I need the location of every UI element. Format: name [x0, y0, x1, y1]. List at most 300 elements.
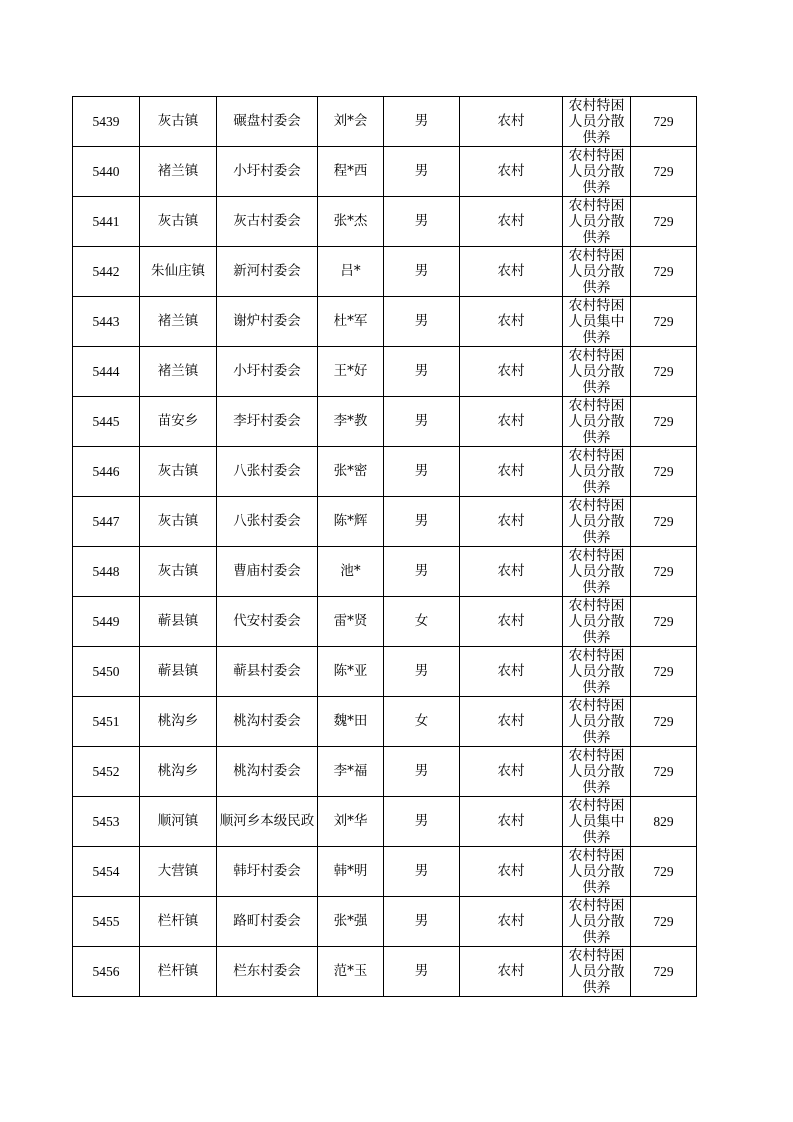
- area-cell: [460, 97, 563, 147]
- amount-cell: [631, 647, 697, 697]
- gender-cell-text: 女: [414, 613, 429, 629]
- support-type-cell: [563, 447, 631, 497]
- row-id-cell-text: 5444: [92, 364, 120, 379]
- person-name-cell: [318, 347, 384, 397]
- row-id-cell: [73, 697, 140, 747]
- amount-cell-text: 729: [653, 514, 674, 529]
- area-cell: [460, 647, 563, 697]
- village-cell: [217, 697, 318, 747]
- town-cell-text: 灰古镇: [157, 213, 199, 229]
- amount-cell-text: 729: [653, 314, 674, 329]
- town-cell-text: 桃沟乡: [157, 713, 199, 729]
- row-id-cell-text: 5454: [92, 864, 120, 879]
- area-cell-text: 农村: [497, 463, 525, 479]
- town-cell-text: 灰古镇: [157, 113, 199, 129]
- amount-cell-text: 729: [653, 764, 674, 779]
- row-id-cell: [73, 847, 140, 897]
- table-row: [73, 447, 697, 497]
- row-id-cell-text: 5448: [92, 564, 120, 579]
- person-name-cell-text: 韩*明: [333, 863, 368, 879]
- gender-cell: [384, 847, 460, 897]
- area-cell-text: 农村: [497, 513, 525, 529]
- table-row: [73, 247, 697, 297]
- amount-cell: [631, 797, 697, 847]
- table-row: [73, 147, 697, 197]
- row-id-cell: [73, 647, 140, 697]
- table-row: [73, 347, 697, 397]
- support-type-cell-text: 农村特困人员分散供养: [568, 948, 625, 996]
- gender-cell-text: 男: [414, 863, 429, 879]
- area-cell: [460, 747, 563, 797]
- person-name-cell-text: 魏*田: [333, 713, 368, 729]
- village-cell-text: 李圩村委会: [233, 413, 301, 429]
- amount-cell: [631, 97, 697, 147]
- town-cell: [140, 497, 217, 547]
- amount-cell: [631, 897, 697, 947]
- table-row: [73, 647, 697, 697]
- gender-cell-text: 男: [414, 513, 429, 529]
- town-cell-text: 褚兰镇: [157, 363, 199, 379]
- village-cell: [217, 397, 318, 447]
- support-type-cell-text: 农村特困人员分散供养: [568, 748, 625, 796]
- person-name-cell-text: 刘*会: [333, 113, 368, 129]
- village-cell-text: 小圩村委会: [233, 163, 301, 179]
- village-cell-text: 小圩村委会: [233, 363, 301, 379]
- gender-cell-text: 男: [414, 363, 429, 379]
- area-cell: [460, 597, 563, 647]
- gender-cell: [384, 797, 460, 847]
- amount-cell: [631, 497, 697, 547]
- town-cell-text: 蕲县镇: [157, 663, 199, 679]
- gender-cell-text: 男: [414, 213, 429, 229]
- village-cell: [217, 247, 318, 297]
- area-cell: [460, 897, 563, 947]
- person-name-cell: [318, 497, 384, 547]
- person-name-cell-text: 陈*辉: [333, 513, 368, 529]
- support-type-cell: [563, 147, 631, 197]
- amount-cell-text: 729: [653, 864, 674, 879]
- amount-cell: [631, 747, 697, 797]
- person-name-cell-text: 程*西: [333, 163, 368, 179]
- area-cell-text: 农村: [497, 763, 525, 779]
- support-type-cell-text: 农村特困人员分散供养: [568, 98, 625, 146]
- person-name-cell: [318, 397, 384, 447]
- amount-cell-text: 729: [653, 964, 674, 979]
- town-cell: [140, 747, 217, 797]
- table-row: [73, 297, 697, 347]
- gender-cell: [384, 97, 460, 147]
- row-id-cell: [73, 447, 140, 497]
- person-name-cell: [318, 147, 384, 197]
- table-row: [73, 397, 697, 447]
- amount-cell-text: 729: [653, 914, 674, 929]
- town-cell: [140, 847, 217, 897]
- person-name-cell-text: 李*教: [333, 413, 368, 429]
- area-cell-text: 农村: [497, 163, 525, 179]
- town-cell: [140, 147, 217, 197]
- support-type-cell-text: 农村特困人员分散供养: [568, 148, 625, 196]
- recipient-table-body: [73, 97, 697, 997]
- area-cell: [460, 847, 563, 897]
- person-name-cell-text: 张*杰: [333, 213, 368, 229]
- amount-cell: [631, 247, 697, 297]
- area-cell: [460, 147, 563, 197]
- amount-cell: [631, 847, 697, 897]
- support-type-cell: [563, 197, 631, 247]
- village-cell: [217, 547, 318, 597]
- village-cell-text: 韩圩村委会: [233, 863, 301, 879]
- amount-cell: [631, 547, 697, 597]
- row-id-cell-text: 5447: [92, 514, 120, 529]
- area-cell-text: 农村: [497, 313, 525, 329]
- village-cell: [217, 497, 318, 547]
- gender-cell-text: 男: [414, 163, 429, 179]
- area-cell-text: 农村: [497, 363, 525, 379]
- row-id-cell-text: 5452: [92, 764, 120, 779]
- person-name-cell-text: 池*: [340, 563, 361, 579]
- person-name-cell: [318, 847, 384, 897]
- amount-cell-text: 729: [653, 364, 674, 379]
- support-type-cell: [563, 497, 631, 547]
- support-type-cell: [563, 697, 631, 747]
- support-type-cell: [563, 947, 631, 997]
- amount-cell-text: 729: [653, 664, 674, 679]
- village-cell: [217, 597, 318, 647]
- row-id-cell: [73, 247, 140, 297]
- gender-cell-text: 男: [414, 563, 429, 579]
- gender-cell-text: 女: [414, 713, 429, 729]
- support-type-cell-text: 农村特困人员分散供养: [568, 448, 625, 496]
- town-cell: [140, 197, 217, 247]
- gender-cell: [384, 747, 460, 797]
- area-cell: [460, 397, 563, 447]
- area-cell-text: 农村: [497, 213, 525, 229]
- amount-cell: [631, 297, 697, 347]
- amount-cell-text: 729: [653, 164, 674, 179]
- area-cell: [460, 697, 563, 747]
- support-type-cell-text: 农村特困人员分散供养: [568, 248, 625, 296]
- support-type-cell: [563, 597, 631, 647]
- person-name-cell: [318, 247, 384, 297]
- town-cell: [140, 697, 217, 747]
- support-type-cell: [563, 297, 631, 347]
- person-name-cell: [318, 947, 384, 997]
- village-cell: [217, 847, 318, 897]
- town-cell-text: 褚兰镇: [157, 313, 199, 329]
- town-cell-text: 栏杆镇: [157, 913, 199, 929]
- support-type-cell: [563, 97, 631, 147]
- area-cell: [460, 247, 563, 297]
- row-id-cell-text: 5451: [92, 714, 120, 729]
- town-cell: [140, 897, 217, 947]
- row-id-cell: [73, 947, 140, 997]
- table-row: [73, 697, 697, 747]
- table-row: [73, 747, 697, 797]
- town-cell-text: 灰古镇: [157, 563, 199, 579]
- row-id-cell-text: 5446: [92, 464, 120, 479]
- table-row: [73, 497, 697, 547]
- area-cell-text: 农村: [497, 713, 525, 729]
- village-cell-text: 代安村委会: [233, 613, 301, 629]
- town-cell: [140, 647, 217, 697]
- gender-cell: [384, 447, 460, 497]
- village-cell: [217, 147, 318, 197]
- area-cell: [460, 297, 563, 347]
- amount-cell: [631, 447, 697, 497]
- table-row: [73, 847, 697, 897]
- village-cell-text: 栏东村委会: [233, 963, 301, 979]
- town-cell: [140, 397, 217, 447]
- support-type-cell-text: 农村特困人员分散供养: [568, 198, 625, 246]
- area-cell-text: 农村: [497, 913, 525, 929]
- support-type-cell-text: 农村特困人员分散供养: [568, 848, 625, 896]
- town-cell: [140, 597, 217, 647]
- person-name-cell-text: 刘*华: [333, 813, 368, 829]
- village-cell-text: 碾盘村委会: [233, 113, 301, 129]
- town-cell: [140, 547, 217, 597]
- row-id-cell: [73, 797, 140, 847]
- village-cell-text: 路町村委会: [233, 913, 301, 929]
- gender-cell-text: 男: [414, 113, 429, 129]
- village-cell-text: 顺河乡本级民政: [219, 813, 315, 829]
- village-cell: [217, 347, 318, 397]
- gender-cell: [384, 397, 460, 447]
- row-id-cell-text: 5453: [92, 814, 120, 829]
- town-cell: [140, 797, 217, 847]
- support-type-cell-text: 农村特困人员分散供养: [568, 898, 625, 946]
- row-id-cell-text: 5445: [92, 414, 120, 429]
- village-cell-text: 灰古村委会: [233, 213, 301, 229]
- row-id-cell: [73, 597, 140, 647]
- gender-cell-text: 男: [414, 813, 429, 829]
- support-type-cell-text: 农村特困人员分散供养: [568, 498, 625, 546]
- area-cell: [460, 447, 563, 497]
- gender-cell: [384, 597, 460, 647]
- village-cell-text: 桃沟村委会: [233, 763, 301, 779]
- village-cell-text: 谢炉村委会: [233, 313, 301, 329]
- person-name-cell: [318, 447, 384, 497]
- row-id-cell-text: 5442: [92, 264, 120, 279]
- row-id-cell: [73, 97, 140, 147]
- gender-cell: [384, 947, 460, 997]
- person-name-cell: [318, 297, 384, 347]
- village-cell: [217, 447, 318, 497]
- row-id-cell-text: 5456: [92, 964, 120, 979]
- village-cell-text: 蕲县村委会: [233, 663, 301, 679]
- town-cell-text: 褚兰镇: [157, 163, 199, 179]
- amount-cell-text: 729: [653, 264, 674, 279]
- support-type-cell: [563, 797, 631, 847]
- area-cell: [460, 497, 563, 547]
- support-type-cell: [563, 397, 631, 447]
- amount-cell: [631, 147, 697, 197]
- row-id-cell-text: 5450: [92, 664, 120, 679]
- support-type-cell: [563, 747, 631, 797]
- village-cell-text: 曹庙村委会: [233, 563, 301, 579]
- amount-cell-text: 729: [653, 614, 674, 629]
- village-cell-text: 桃沟村委会: [233, 713, 301, 729]
- area-cell: [460, 197, 563, 247]
- amount-cell: [631, 347, 697, 397]
- row-id-cell-text: 5455: [92, 914, 120, 929]
- person-name-cell: [318, 797, 384, 847]
- table-row: [73, 947, 697, 997]
- person-name-cell: [318, 647, 384, 697]
- town-cell-text: 大营镇: [157, 863, 199, 879]
- amount-cell-text: 729: [653, 564, 674, 579]
- gender-cell-text: 男: [414, 313, 429, 329]
- area-cell-text: 农村: [497, 263, 525, 279]
- row-id-cell: [73, 347, 140, 397]
- town-cell: [140, 347, 217, 397]
- support-type-cell: [563, 547, 631, 597]
- area-cell-text: 农村: [497, 413, 525, 429]
- row-id-cell: [73, 397, 140, 447]
- table-row: [73, 897, 697, 947]
- area-cell-text: 农村: [497, 613, 525, 629]
- row-id-cell: [73, 297, 140, 347]
- amount-cell: [631, 697, 697, 747]
- village-cell: [217, 747, 318, 797]
- village-cell: [217, 647, 318, 697]
- village-cell-text: 八张村委会: [233, 463, 301, 479]
- town-cell-text: 桃沟乡: [157, 763, 199, 779]
- gender-cell: [384, 247, 460, 297]
- village-cell: [217, 947, 318, 997]
- person-name-cell: [318, 97, 384, 147]
- amount-cell-text: 729: [653, 214, 674, 229]
- support-type-cell-text: 农村特困人员分散供养: [568, 648, 625, 696]
- person-name-cell-text: 张*密: [333, 463, 368, 479]
- town-cell: [140, 947, 217, 997]
- support-type-cell: [563, 247, 631, 297]
- row-id-cell: [73, 747, 140, 797]
- town-cell-text: 栏杆镇: [157, 963, 199, 979]
- gender-cell: [384, 497, 460, 547]
- support-type-cell-text: 农村特困人员分散供养: [568, 598, 625, 646]
- person-name-cell: [318, 597, 384, 647]
- person-name-cell: [318, 897, 384, 947]
- person-name-cell-text: 陈*亚: [333, 663, 368, 679]
- area-cell-text: 农村: [497, 663, 525, 679]
- row-id-cell-text: 5439: [92, 114, 120, 129]
- person-name-cell-text: 杜*军: [333, 313, 368, 329]
- support-type-cell: [563, 347, 631, 397]
- table-row: [73, 547, 697, 597]
- gender-cell-text: 男: [414, 263, 429, 279]
- gender-cell-text: 男: [414, 413, 429, 429]
- gender-cell: [384, 347, 460, 397]
- person-name-cell: [318, 747, 384, 797]
- amount-cell-text: 729: [653, 414, 674, 429]
- town-cell: [140, 447, 217, 497]
- village-cell: [217, 797, 318, 847]
- support-type-cell-text: 农村特困人员分散供养: [568, 698, 625, 746]
- area-cell-text: 农村: [497, 813, 525, 829]
- amount-cell: [631, 947, 697, 997]
- support-type-cell-text: 农村特困人员分散供养: [568, 548, 625, 596]
- support-type-cell: [563, 647, 631, 697]
- person-name-cell: [318, 697, 384, 747]
- amount-cell-text: 829: [653, 814, 674, 829]
- area-cell: [460, 947, 563, 997]
- area-cell-text: 农村: [497, 963, 525, 979]
- gender-cell: [384, 297, 460, 347]
- village-cell: [217, 97, 318, 147]
- gender-cell: [384, 147, 460, 197]
- support-type-cell-text: 农村特困人员分散供养: [568, 348, 625, 396]
- area-cell: [460, 547, 563, 597]
- person-name-cell-text: 李*福: [333, 763, 368, 779]
- person-name-cell-text: 雷*贤: [333, 613, 368, 629]
- village-cell-text: 八张村委会: [233, 513, 301, 529]
- person-name-cell-text: 范*玉: [333, 963, 368, 979]
- town-cell: [140, 247, 217, 297]
- town-cell-text: 顺河镇: [157, 813, 199, 829]
- area-cell-text: 农村: [497, 863, 525, 879]
- gender-cell: [384, 897, 460, 947]
- town-cell-text: 灰古镇: [157, 463, 199, 479]
- town-cell-text: 苗安乡: [157, 413, 199, 429]
- row-id-cell-text: 5441: [92, 214, 120, 229]
- gender-cell: [384, 197, 460, 247]
- person-name-cell-text: 王*好: [333, 363, 368, 379]
- gender-cell-text: 男: [414, 913, 429, 929]
- gender-cell-text: 男: [414, 663, 429, 679]
- amount-cell-text: 729: [653, 714, 674, 729]
- gender-cell: [384, 647, 460, 697]
- support-type-cell-text: 农村特困人员分散供养: [568, 398, 625, 446]
- row-id-cell-text: 5440: [92, 164, 120, 179]
- row-id-cell: [73, 497, 140, 547]
- person-name-cell-text: 张*强: [333, 913, 368, 929]
- village-cell-text: 新河村委会: [233, 263, 301, 279]
- row-id-cell: [73, 897, 140, 947]
- amount-cell: [631, 597, 697, 647]
- town-cell-text: 朱仙庄镇: [151, 263, 205, 279]
- area-cell: [460, 797, 563, 847]
- recipient-table: [72, 96, 697, 997]
- gender-cell-text: 男: [414, 463, 429, 479]
- area-cell: [460, 347, 563, 397]
- amount-cell-text: 729: [653, 114, 674, 129]
- person-name-cell: [318, 547, 384, 597]
- person-name-cell: [318, 197, 384, 247]
- row-id-cell-text: 5449: [92, 614, 120, 629]
- town-cell: [140, 97, 217, 147]
- village-cell: [217, 297, 318, 347]
- village-cell: [217, 897, 318, 947]
- gender-cell: [384, 697, 460, 747]
- amount-cell-text: 729: [653, 464, 674, 479]
- person-name-cell-text: 吕*: [340, 263, 361, 279]
- village-cell: [217, 197, 318, 247]
- town-cell-text: 蕲县镇: [157, 613, 199, 629]
- row-id-cell: [73, 547, 140, 597]
- support-type-cell: [563, 897, 631, 947]
- area-cell-text: 农村: [497, 113, 525, 129]
- town-cell-text: 灰古镇: [157, 513, 199, 529]
- row-id-cell-text: 5443: [92, 314, 120, 329]
- row-id-cell: [73, 197, 140, 247]
- table-row: [73, 97, 697, 147]
- table-row: [73, 797, 697, 847]
- area-cell-text: 农村: [497, 563, 525, 579]
- amount-cell: [631, 197, 697, 247]
- gender-cell: [384, 547, 460, 597]
- table-row: [73, 597, 697, 647]
- gender-cell-text: 男: [414, 963, 429, 979]
